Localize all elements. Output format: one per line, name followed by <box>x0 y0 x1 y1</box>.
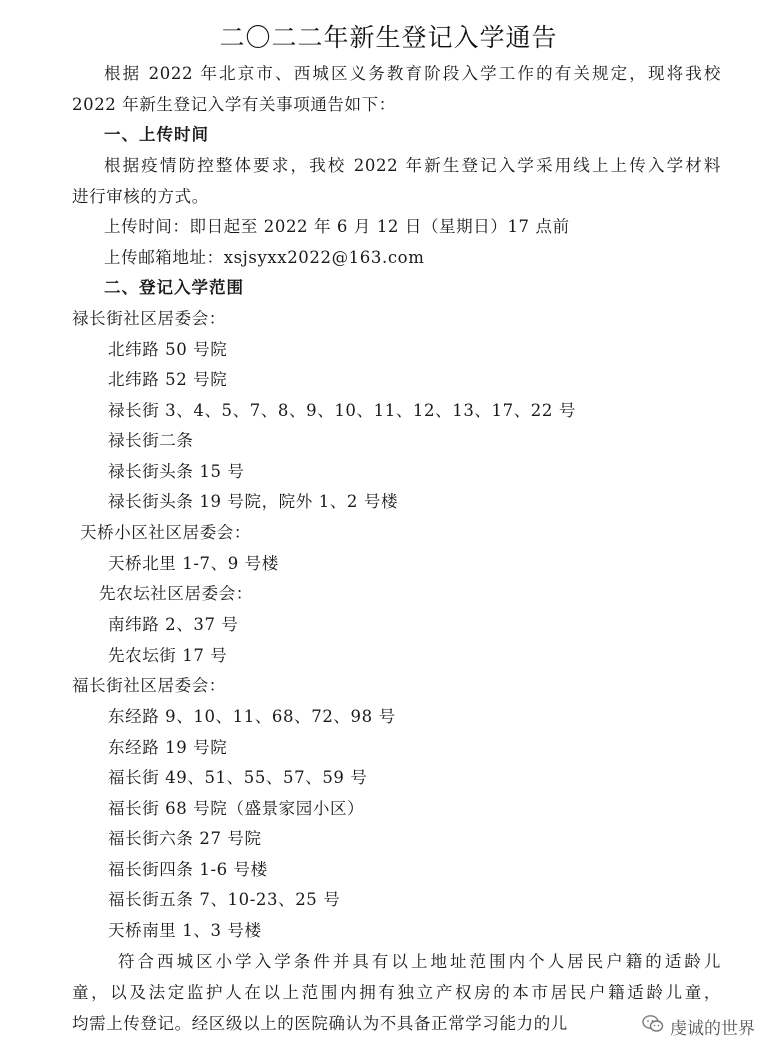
closing-line-1: 符合西城区小学入学条件并具有以上地址范围内个人居民户籍的适龄儿 <box>118 952 721 971</box>
address-item: 福长街 49、51、55、57、59 号 <box>108 768 368 787</box>
address-item: 禄长街头条 15 号 <box>108 462 245 481</box>
watermark <box>638 1012 759 1041</box>
committee-name: 福长街社区居委会： <box>72 676 226 695</box>
intro-line-2: 2022 年新生登记入学有关事项通告如下： <box>72 95 396 114</box>
address-item: 东经路 9、10、11、68、72、98 号 <box>108 707 396 726</box>
address-item: 福长街四条 1-6 号楼 <box>108 860 268 879</box>
section-1-paragraph-line-1: 根据疫情防控整体要求，我校 2022 年新生登记入学采用线上上传入学材料 <box>104 156 721 175</box>
upload-time: 上传时间：即日起至 2022 年 6 月 12 日（星期日）17 点前 <box>104 217 570 236</box>
address-item: 南纬路 2、37 号 <box>108 615 239 634</box>
committee-name: 先农坛社区居委会： <box>99 584 253 603</box>
page-title: 二〇二二年新生登记入学通告 <box>219 23 558 52</box>
address-item: 北纬路 50 号院 <box>108 340 228 359</box>
address-item: 禄长街二条 <box>108 431 194 450</box>
closing-line-3: 均需上传登记。经区级以上的医院确认为不具备正常学习能力的儿 <box>72 1014 568 1033</box>
section-1-heading: 一、上传时间 <box>104 125 209 144</box>
address-item: 北纬路 52 号院 <box>108 370 228 389</box>
intro-line-1: 根据 2022 年北京市、西城区义务教育阶段入学工作的有关规定，现将我校 <box>104 64 721 83</box>
address-item: 天桥南里 1、3 号楼 <box>108 921 262 940</box>
address-item: 禄长街头条 19 号院，院外 1、2 号楼 <box>108 492 399 511</box>
address-item: 禄长街 3、4、5、7、8、9、10、11、12、13、17、22 号 <box>108 401 576 420</box>
address-item: 先农坛街 17 号 <box>108 646 228 665</box>
watermark-text: 虔诚的世界 <box>670 1019 755 1039</box>
address-item: 福长街五条 7、10-23、25 号 <box>108 890 341 909</box>
address-item: 天桥北里 1-7、9 号楼 <box>108 554 279 573</box>
closing-line-2: 童，以及法定监护人在以上范围内拥有独立产权房的本市居民户籍适龄儿童， <box>72 983 721 1002</box>
section-1-paragraph-line-2: 进行审核的方式。 <box>72 187 209 206</box>
address-item: 福长街 68 号院（盛景家园小区） <box>108 799 365 818</box>
wechat-icon <box>642 1014 664 1039</box>
committee-name: 禄长街社区居委会： <box>72 309 226 328</box>
upload-email: 上传邮箱地址：xsjsyxx2022@163.com <box>104 248 425 267</box>
committee-name: 天桥小区社区居委会： <box>80 523 251 542</box>
address-item: 福长街六条 27 号院 <box>108 829 262 848</box>
address-item: 东经路 19 号院 <box>108 738 228 757</box>
section-2-heading: 二、登记入学范围 <box>104 278 244 297</box>
